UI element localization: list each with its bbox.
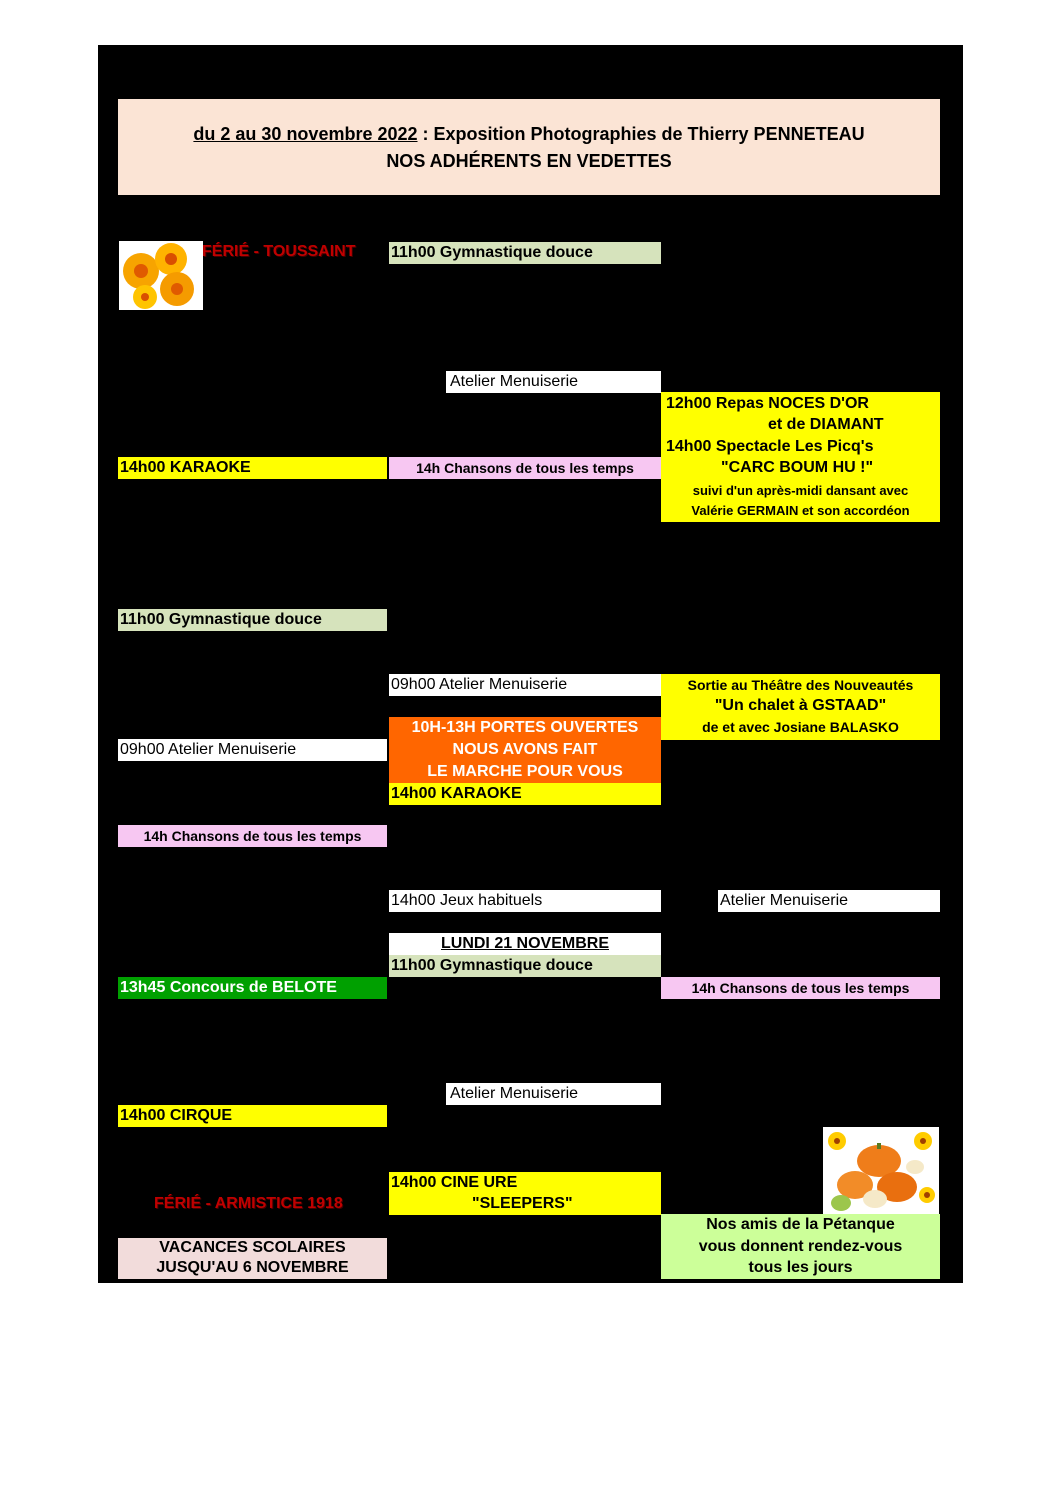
chansons-event-1: 14h Chansons de tous les temps bbox=[389, 457, 661, 479]
gym-event-1: 11h00 Gymnastique douce bbox=[389, 242, 661, 264]
header-date-range: du 2 au 30 novembre 2022 bbox=[193, 124, 418, 144]
theatre-line-3: de et avec Josiane BALASKO bbox=[702, 719, 899, 735]
atelier-event-5: Atelier Menuiserie bbox=[446, 1083, 661, 1105]
header-subtitle: NOS ADHÉRENTS EN VEDETTES bbox=[386, 151, 672, 171]
header-title bbox=[118, 121, 940, 148]
belote-event: 13h45 Concours de BELOTE bbox=[118, 977, 387, 999]
petanque-event bbox=[661, 1214, 940, 1279]
noces-line-4: "CARC BOUM HU !" bbox=[721, 459, 874, 476]
vacances-line-2: JUSQU'AU 6 NOVEMBRE bbox=[156, 1259, 349, 1276]
gym-event-3: 11h00 Gymnastique douce bbox=[389, 955, 661, 977]
petanque-line-1: Nos amis de la Pétanque bbox=[706, 1216, 895, 1233]
noces-line-5: suivi d'un après-midi dansant avec bbox=[692, 483, 909, 498]
chansons-event-3: 14h Chansons de tous les temps bbox=[661, 977, 940, 999]
noces-line-1: 12h00 Repas NOCES D'OR bbox=[666, 395, 869, 412]
noces-line-2: et de DIAMANT bbox=[768, 416, 884, 433]
noces-line-3: 14h00 Spectacle Les Picq's bbox=[666, 438, 874, 455]
cine-line-2: "SLEEPERS" bbox=[472, 1195, 573, 1212]
cirque-event: 14h00 CIRQUE bbox=[118, 1105, 387, 1127]
karaoke-event-2: 14h00 KARAOKE bbox=[389, 783, 661, 805]
portes-ouvertes-event bbox=[389, 717, 661, 783]
jeux-event: 14h00 Jeux habituels bbox=[389, 890, 661, 912]
pumpkins-sunflowers-image bbox=[823, 1127, 939, 1214]
sunflower-bouquet-image bbox=[119, 241, 203, 310]
atelier-event-4: Atelier Menuiserie bbox=[718, 890, 940, 912]
atelier-event-3: 09h00 Atelier Menuiserie bbox=[118, 739, 387, 761]
vacances-notice bbox=[118, 1238, 387, 1279]
petanque-line-2: vous donnent rendez-vous bbox=[698, 1238, 903, 1255]
vacances-line-1: VACANCES SCOLAIRES bbox=[159, 1239, 346, 1256]
portes-line-3: LE MARCHE POUR VOUS bbox=[427, 763, 623, 780]
petanque-line-3: tous les jours bbox=[748, 1259, 853, 1276]
cine-event bbox=[389, 1172, 661, 1215]
ferie-armistice-label: FÉRIÉ - ARMISTICE 1918 bbox=[154, 1195, 343, 1212]
header-exposition: : Exposition Photographies de Thierry PENNETEAU bbox=[417, 124, 865, 144]
atelier-event-2: 09h00 Atelier Menuiserie bbox=[389, 674, 661, 696]
noces-event bbox=[661, 392, 940, 522]
theatre-line-2: "Un chalet à GSTAAD" bbox=[714, 697, 887, 714]
gym-event-2: 11h00 Gymnastique douce bbox=[118, 609, 387, 631]
atelier-event-1: Atelier Menuiserie bbox=[446, 371, 661, 393]
ferie-toussaint-label: FÉRIÉ - TOUSSAINT bbox=[202, 243, 356, 260]
theatre-line-1: Sortie au Théâtre des Nouveautés bbox=[687, 677, 914, 693]
noces-line-6: Valérie GERMAIN et son accordéon bbox=[691, 503, 910, 518]
karaoke-event-1: 14h00 KARAOKE bbox=[118, 457, 387, 479]
theatre-event bbox=[661, 674, 940, 740]
lundi-21-label: LUNDI 21 NOVEMBRE bbox=[389, 933, 661, 955]
portes-line-2: NOUS AVONS FAIT bbox=[452, 741, 598, 758]
cine-line-1: 14h00 CINE URE bbox=[391, 1174, 518, 1191]
chansons-event-2: 14h Chansons de tous les temps bbox=[118, 825, 387, 847]
header-banner bbox=[118, 99, 940, 195]
portes-line-1: 10H-13H PORTES OUVERTES bbox=[411, 719, 639, 736]
